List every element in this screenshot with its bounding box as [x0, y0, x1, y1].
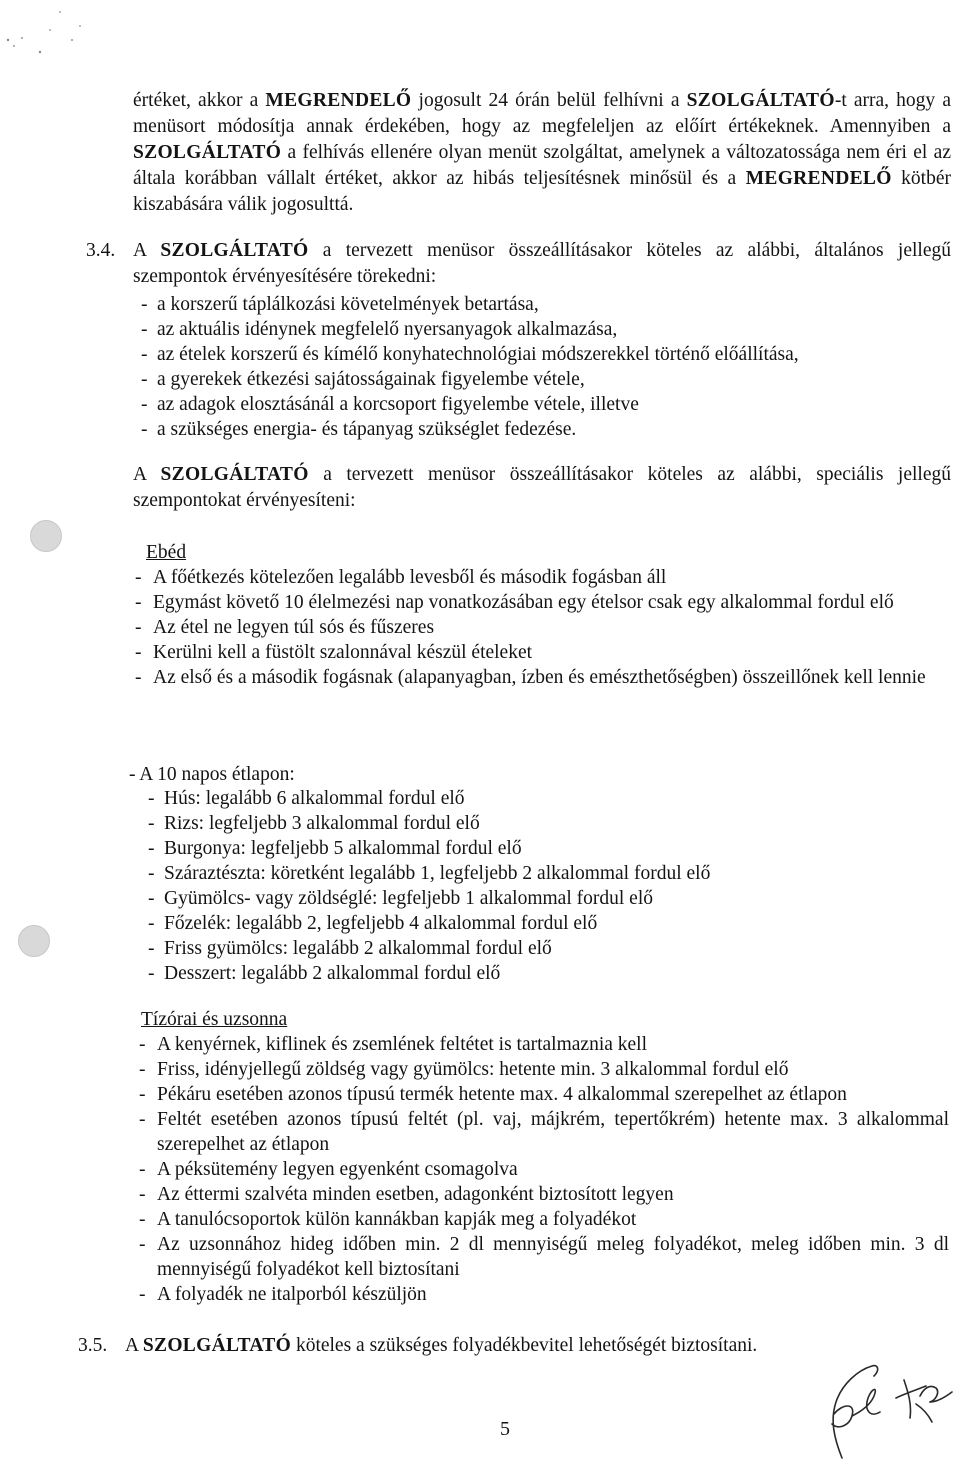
signature-initials [812, 1358, 957, 1463]
tizorai-list [139, 1032, 949, 1307]
scan-noise [0, 0, 120, 60]
punch-hole-bottom [18, 925, 50, 957]
ebed-heading: Ebéd [146, 542, 187, 563]
list-item: - az adagok elosztásánál a korcsoport figyelembe vétele, illetve [141, 392, 951, 417]
list-item: - Pékáru esetében azonos típusú termék hetente max. 4 alkalommal szerepelhet az étlapon [139, 1082, 949, 1107]
list-item: - Friss gyümölcs: legalább 2 alkalommal fordul elő [148, 936, 948, 961]
section-text: a tervezett menüsor összeállításakor köteles az alábbi, általános jellegű szempontok érvényesítésére törekedni: [133, 240, 951, 287]
list-item: - Az éttermi szalvéta minden esetben, adagonként biztosított legyen [139, 1182, 949, 1207]
intro-text: a felhívás ellenére olyan menüt szolgáltat, amelynek a változatossága nem éri el az általa korábban vállalt értéket, akkor az hibás teljesítésnek minősül és a [133, 142, 951, 189]
party-megrendelo: MEGRENDELŐ [265, 90, 412, 111]
list-item: - a korszerű táplálkozási követelmények betartása, [141, 292, 951, 317]
list-item: - Hús: legalább 6 alkalommal fordul elő [148, 786, 948, 811]
intro-text: jogosult 24 órán belül felhívni a [411, 90, 687, 111]
list-item: - Az uzsonnához hideg időben min. 2 dl mennyiségű meleg folyadékot, meleg időben min. 3 dl mennyiségű folyadékot kell biztosítani [139, 1232, 949, 1282]
list-item: - Rizs: legfeljebb 3 alkalommal fordul elő [148, 811, 948, 836]
party-szolgaltato: SZOLGÁLTATÓ [160, 464, 309, 485]
list-item: - Az étel ne legyen túl sós és fűszeres [135, 615, 951, 640]
list-item: - Száraztészta: köretként legalább 1, legfeljebb 2 alkalommal fordul elő [148, 861, 948, 886]
section-text: A [133, 464, 161, 485]
list-item: - Kerülni kell a füstölt szalonnával készül ételeket [135, 640, 951, 665]
party-szolgaltato: SZOLGÁLTATÓ [686, 90, 835, 111]
party-szolgaltato: SZOLGÁLTATÓ [160, 240, 309, 261]
section-text: a tervezett menüsor összeállításakor köteles az alábbi, speciális jellegű szempontokat érvényesíteni: [133, 464, 951, 511]
etlap-heading-text: A 10 napos étlapon: [139, 764, 295, 785]
list-item: - Desszert: legalább 2 alkalommal fordul elő [148, 961, 948, 986]
list-item: - Burgonya: legfeljebb 5 alkalommal fordul elő [148, 836, 948, 861]
party-szolgaltato: SZOLGÁLTATÓ [142, 1335, 292, 1356]
section-3-5-text [125, 1333, 951, 1359]
section-text: köteles a szükséges folyadékbevitel lehetőségét biztosítani. [291, 1335, 758, 1356]
intro-paragraph [133, 88, 951, 218]
list-item: - az ételek korszerű és kímélő konyhatechnológiai módszerekkel történő előállítása, [141, 342, 951, 367]
section-text: A [133, 240, 161, 261]
page-number: 5 [500, 1418, 510, 1440]
list-item: - Gyümölcs- vagy zöldséglé: legfeljebb 1 alkalommal fordul elő [148, 886, 948, 911]
party-szolgaltato: SZOLGÁLTATÓ [133, 142, 282, 163]
list-item: - az aktuális idénynek megfelelő nyersanyagok alkalmazása, [141, 317, 951, 342]
list-item: - Főzelék: legalább 2, legfeljebb 4 alkalommal fordul elő [148, 911, 948, 936]
list-item: - Friss, idényjellegű zöldség vagy gyümölcs: hetente min. 3 alkalommal fordul elő [139, 1057, 949, 1082]
list-item: - Feltét esetében azonos típusú feltét (pl. vaj, májkrém, tepertőkrém) hetente max. 3 alkalommal szerepelhet az étlapon [139, 1107, 949, 1157]
section-3-4-intro [133, 238, 951, 290]
list-item: - A főétkezés kötelezően legalább levesből és második fogásban áll [135, 565, 951, 590]
list-item: - a szükséges energia- és tápanyag szükséglet fedezése. [141, 417, 951, 442]
ebed-list [135, 565, 951, 690]
tizorai-heading: Tízórai és uzsonna [141, 1009, 288, 1030]
section-number-3-5: 3.5. [78, 1335, 108, 1356]
special-aspects-intro [133, 462, 951, 514]
party-megrendelo: MEGRENDELŐ [745, 168, 892, 189]
list-item: - A péksütemény legyen egyenként csomagolva [139, 1157, 949, 1182]
section-text: A [125, 1335, 143, 1356]
etlap-heading: - A 10 napos étlapon: [129, 764, 295, 785]
punch-hole-top [30, 520, 62, 552]
list-item: - a gyerekek étkezési sajátosságainak figyelembe vétele, [141, 367, 951, 392]
general-aspects-list [141, 292, 951, 442]
list-item: - Az első és a második fogásnak (alapanyagban, ízben és emészthetőségben) összeillőnek kell lennie [135, 665, 951, 690]
list-item: - A kenyérnek, kiflinek és zsemlének feltétet is tartalmaznia kell [139, 1032, 949, 1057]
section-number-3-4: 3.4. [86, 240, 116, 261]
intro-text: -t arra, hogy a menüsort módosítja annak érdekében, hogy az megfeleljen az előírt értékeknek. Amennyiben a [133, 90, 951, 137]
list-item: - A folyadék ne italporból készüljön [139, 1282, 949, 1307]
list-item: - Egymást követő 10 élelmezési nap vonatkozásában egy ételsor csak egy alkalommal fordul elő [135, 590, 951, 615]
intro-text: kötbér kiszabására válik jogosulttá. [133, 168, 951, 215]
list-item: - A tanulócsoportok külön kannákban kapják meg a folyadékot [139, 1207, 949, 1232]
etlap-list [148, 786, 948, 986]
intro-text: értéket, akkor a [133, 90, 266, 111]
